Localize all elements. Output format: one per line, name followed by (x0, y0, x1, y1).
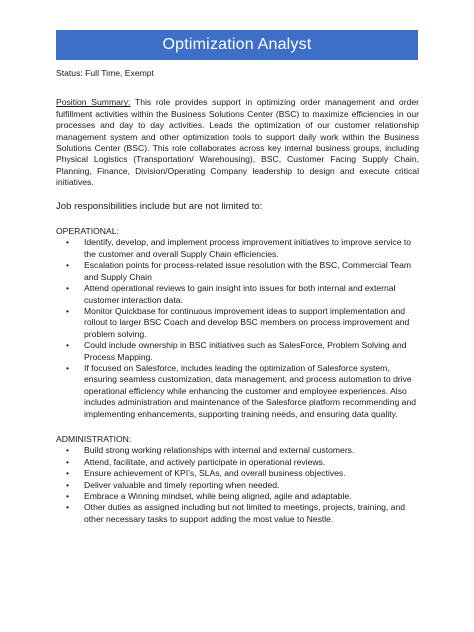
list-item-text: Escalation points for process-related issue resolution with the BSC, Commercial Team and Supply Chain (84, 260, 412, 282)
bullet-icon: • (66, 340, 70, 351)
list-item (56, 283, 419, 306)
bullet-icon: • (66, 491, 70, 501)
list-item (56, 363, 419, 420)
list-item (56, 480, 419, 491)
summary-text: This role provides support in optimizing order management and order fulfillment activities within the Business Solutions Center (BSC) to maximize efficiencies in our processes and day to day activities. Leads the optimization of our customer relationship management system and other optimization tools to support daily work within the Business Solutions Center (BSC). This role collaborates across key internal business groups, including Physical Logistics (Transportation/ Warehousing), BSC, Customer Facing Supply Chain, Planning, Finance, Division/Operating Company leadership to design and execute critical initiatives. (56, 97, 419, 188)
page-title: Optimization Analyst (162, 36, 312, 53)
title-banner (56, 30, 418, 60)
list-item-text: Embrace a Winning mindset, while being aligned, agile and adaptable. (84, 491, 352, 501)
status-label: Status: (56, 68, 83, 78)
bullet-icon: • (66, 305, 70, 316)
list-item (56, 502, 419, 525)
list-item-text: Ensure achievement of KPI’s, SLAs, and overall business objectives. (84, 468, 346, 479)
list-item (56, 306, 419, 340)
status-line (56, 68, 419, 79)
list-item-text: Could include ownership in BSC initiatives such as SalesForce, Problem Solving and Process Mapping. (84, 340, 407, 362)
list-item (56, 491, 419, 502)
list-item-text: Attend, facilitate, and actively participate in operational reviews. (84, 456, 326, 467)
bullet-icon: • (66, 283, 70, 294)
bullet-icon: • (66, 502, 70, 513)
status-value: Full Time, Exempt (85, 68, 154, 78)
administration-list (56, 445, 419, 525)
bullet-icon: • (66, 445, 70, 456)
bullet-icon: • (66, 479, 70, 490)
bullet-icon: • (66, 362, 70, 373)
list-item-text: Deliver valuable and timely reporting when needed. (84, 479, 280, 490)
list-item (56, 260, 419, 283)
list-item-text: Build strong working relationships with internal and external customers. (84, 445, 355, 456)
summary-label: Position Summary: (56, 97, 131, 108)
responsibilities-lead: Job responsibilities include but are not limited to: (56, 200, 263, 212)
bullet-icon: • (66, 237, 70, 248)
bullet-icon: • (66, 456, 70, 467)
section-heading-operational: OPERATIONAL: (56, 226, 119, 237)
document-body (56, 68, 419, 525)
list-item-text: Monitor Quickbase for continuous improvement ideas to support implementation and rollout to larger BSC Coach and develop BSC members on process improvement and problem solving. (84, 305, 410, 339)
bullet-icon: • (66, 260, 70, 271)
section-heading-administration: ADMINISTRATION: (56, 433, 132, 444)
bullet-icon: • (66, 468, 70, 479)
operational-list (56, 237, 419, 420)
list-item-text: Other duties as assigned including but not limited to meetings, projects, training, and other necessary tasks to support adding the most value to Nestle. (84, 502, 406, 524)
list-item (56, 445, 419, 456)
list-item (56, 457, 419, 468)
list-item-text: If focused on Salesforce, includes leading the optimization of Salesforce system, ensuring seamless customization, data management, and process automation to drive operational efficiency while enhancing the customer and employee experiences. Also includes administration and maintenance of the Salesforce platform recommending and implementing enhancements, supporting training needs, and ensuring data quality. (84, 362, 417, 419)
list-item (56, 340, 419, 363)
list-item (56, 468, 419, 479)
position-summary (56, 97, 419, 188)
list-item (56, 237, 419, 260)
list-item-text: Identify, develop, and implement process improvement initiatives to improve service to the customer and overall Supply Chain efficiencies. (84, 237, 412, 259)
list-item-text: Attend operational reviews to gain insight into issues for both internal and external customer interaction data. (84, 283, 396, 305)
